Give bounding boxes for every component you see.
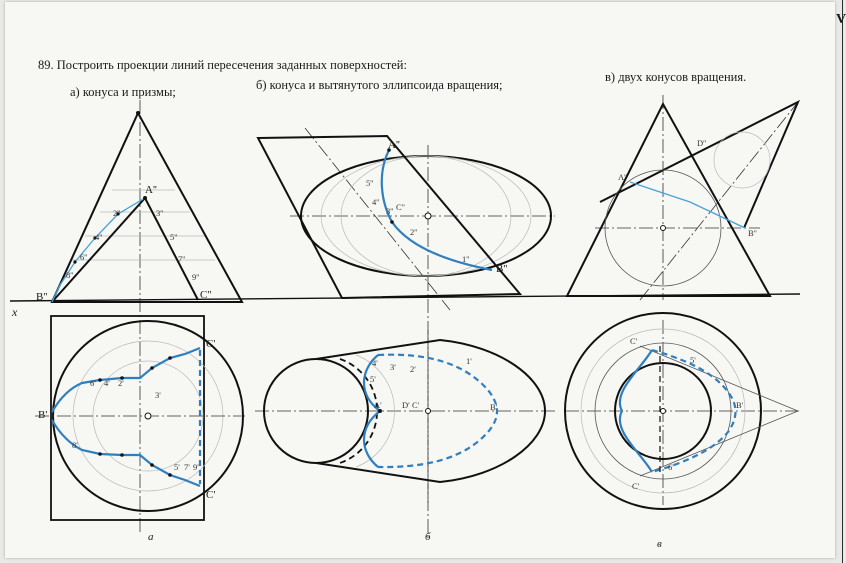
- label-b-3-1: 3': [390, 362, 396, 372]
- figure-c: [565, 95, 800, 550]
- label-b-a2: A'': [388, 139, 400, 151]
- label-7-2: 7'': [178, 254, 186, 264]
- label-c2: C'': [200, 289, 212, 301]
- label-b-2-1: 2': [410, 364, 416, 374]
- label-a2: A'': [145, 184, 157, 196]
- caption-two-cones: в) двух конусов вращения.: [605, 70, 747, 84]
- label-b-2-2: 2'': [410, 227, 418, 237]
- label-c-b1: B': [736, 400, 744, 410]
- caption-cone-prism: а) конуса и призмы;: [70, 85, 176, 99]
- label-b-1-1: 1': [466, 356, 472, 366]
- label-4-2: 4'': [95, 232, 103, 242]
- figure-b-front-view: [258, 128, 555, 540]
- figure-c-sublabel: в: [657, 538, 662, 550]
- label-2-1: 2': [118, 378, 124, 388]
- label-b-5-2: 5'': [366, 178, 374, 188]
- figure-b: [255, 128, 555, 543]
- label-3-1: 3': [155, 390, 161, 400]
- label-2-2: 2'': [113, 208, 121, 218]
- label-c-a2: A'': [618, 172, 628, 182]
- label-c1-upper: C': [206, 338, 216, 350]
- label-5-1: 5': [174, 462, 180, 472]
- label-c-c1-lower: C': [632, 481, 640, 491]
- figure-a: [35, 100, 245, 543]
- label-5-2: 5'': [170, 232, 178, 242]
- label-b1: B': [38, 409, 48, 421]
- figure-c-front-view: [567, 95, 798, 300]
- label-c-d2: D'': [697, 138, 707, 148]
- label-b-a1: A': [374, 400, 382, 410]
- label-8-1: 8': [72, 440, 78, 450]
- label-4-1: 4': [104, 378, 110, 388]
- label-b-b1: B': [490, 402, 498, 412]
- figure-c-cone2-outline: [600, 102, 798, 228]
- figure-a-front-view: [36, 100, 242, 535]
- label-c1-lower: C': [206, 489, 216, 501]
- figure-c-top-view: [565, 313, 800, 509]
- label-b-4-2: 4'': [372, 197, 380, 207]
- label-b-1-2: 1'': [462, 254, 470, 264]
- figure-b-top-view: [255, 330, 555, 505]
- label-b-c2: C'': [396, 202, 405, 212]
- corner-mark: V: [836, 12, 846, 27]
- figure-b-sublabel: б: [425, 531, 431, 543]
- label-7-1: 7': [184, 462, 190, 472]
- figure-a-cone-outline: [52, 113, 242, 302]
- label-9-1: 9': [193, 462, 199, 472]
- label-c-5-1: 5': [690, 355, 696, 365]
- label-8-2: 8'': [66, 270, 74, 280]
- caption-cone-ellipsoid: б) конуса и вытянутого эллипсоида вращения;: [256, 78, 503, 92]
- figure-c-cone1-outline: [567, 104, 770, 296]
- label-b-c1: C': [412, 400, 420, 410]
- label-9-2: 9'': [192, 272, 200, 282]
- figure-a-sublabel: а: [148, 531, 154, 543]
- label-b-d1: D': [402, 400, 410, 410]
- problem-title: 89. Построить проекции линий пересечения заданных поверхностей:: [38, 58, 407, 72]
- axis-x-label: x: [12, 305, 18, 319]
- label-6-2: 6'': [80, 252, 88, 262]
- label-3-2: 3'': [156, 208, 164, 218]
- label-c-b2: B'': [748, 228, 757, 238]
- figure-a-prism-rect: [51, 316, 204, 520]
- label-c-c1-upper: C': [630, 336, 638, 346]
- label-b-b2: B'': [496, 263, 508, 275]
- label-b2: B'': [36, 291, 48, 303]
- label-6-1: 6': [90, 378, 96, 388]
- figure-a-prism-outline: [52, 198, 198, 302]
- label-b-4-1: 4': [372, 358, 378, 368]
- label-b-5-1: 5': [370, 374, 376, 384]
- label-b-3-2: 3'': [386, 206, 394, 216]
- label-c-6-1: 6': [668, 462, 674, 472]
